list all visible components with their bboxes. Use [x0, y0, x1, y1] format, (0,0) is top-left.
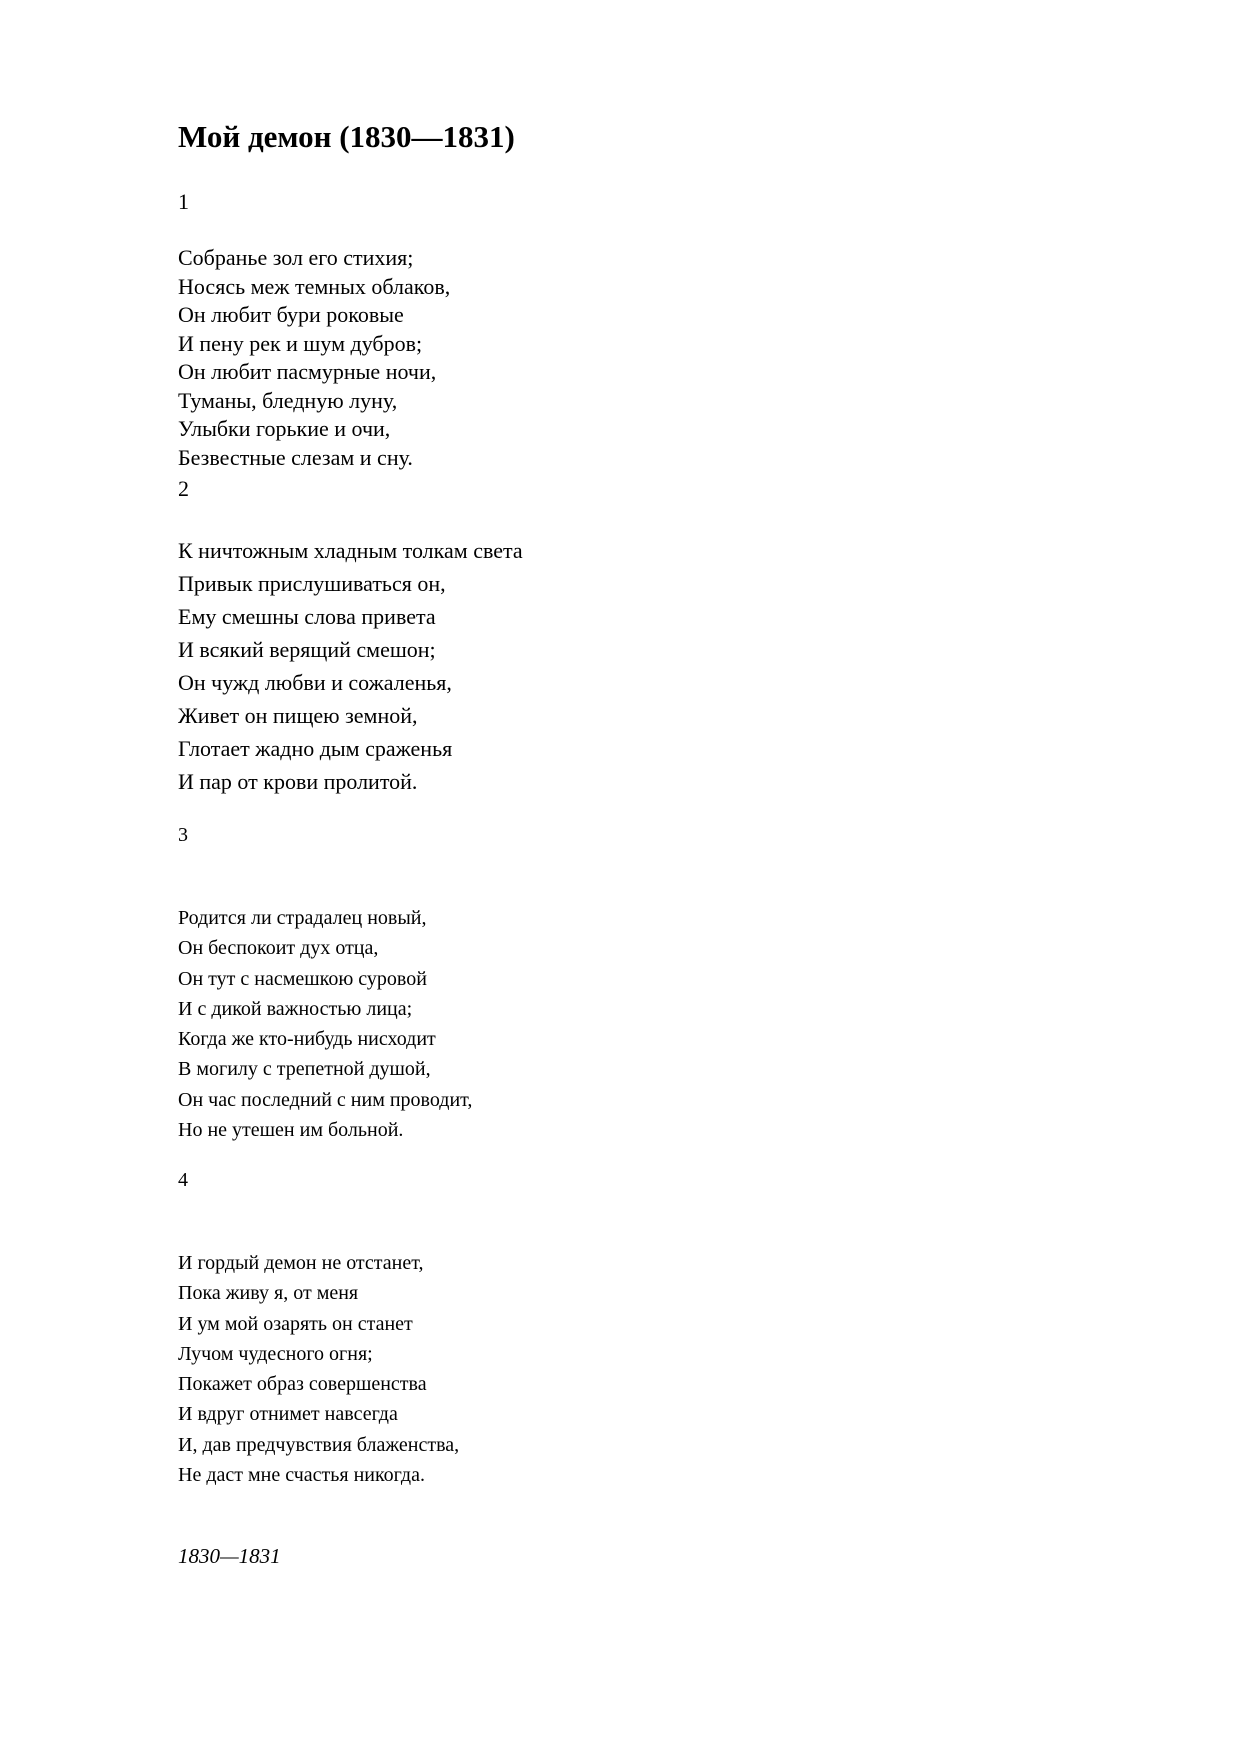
poem-line: Лучом чудесного огня;: [178, 1342, 373, 1365]
poem-line: И ум мой озарять он станет: [178, 1312, 413, 1335]
stanza-number: 3: [178, 824, 188, 846]
poem-line: Безвестные слезам и сну.: [178, 444, 413, 470]
poem-line: Глотает жадно дым сраженья: [178, 736, 453, 761]
poem-line: И, дав предчувствия блаженства,: [178, 1433, 460, 1456]
poem-line: Не даст мне счастья никогда.: [178, 1464, 425, 1487]
poem-line: Когда же кто-нибудь нисходит: [178, 1028, 436, 1051]
poem-line: Он тут с насмешкою суровой: [178, 967, 427, 990]
stanza: [178, 534, 523, 798]
poem-line: И пар от крови пролитой.: [178, 769, 418, 794]
poem-line: Покажет образ совершенства: [178, 1373, 427, 1396]
poem-line: Собранье зол его стихия;: [178, 245, 414, 270]
poem-line: Ему смешны слова привета: [178, 604, 436, 629]
poem-line: Он чужд любви и сожаленья,: [178, 670, 452, 695]
poem-line: Он любит пасмурные ночи,: [178, 359, 437, 384]
stanza-number: 1: [178, 189, 189, 214]
poem-line: И гордый демон не отстанет,: [178, 1252, 424, 1274]
poem-title: Мой демон (1830—1831): [178, 119, 515, 154]
poem-line: Родится ли страдалец новый,: [178, 907, 427, 929]
poem-line: Привык прислушиваться он,: [178, 571, 446, 596]
poem-line: Но не утешен им больной.: [178, 1119, 404, 1142]
stanza: [178, 1248, 459, 1490]
poem-line: И вдруг отнимет навсегда: [178, 1403, 398, 1426]
poem-date: 1830—1831: [178, 1544, 281, 1568]
poem-line: И всякий верящий смешон;: [178, 637, 436, 662]
stanza: [178, 244, 450, 472]
poem-line: Носясь меж темных облаков,: [178, 273, 451, 299]
poem-line: Пока живу я, от меня: [178, 1282, 359, 1305]
stanza-number: 2: [178, 476, 189, 501]
poem-line: В могилу с трепетной душой,: [178, 1058, 431, 1081]
stanza: [178, 903, 472, 1145]
poem-line: Живет он пищею земной,: [178, 703, 418, 728]
poem-line: Он любит бури роковые: [178, 302, 404, 327]
poem-line: Улыбки горькие и очи,: [178, 416, 391, 441]
poem-line: Туманы, бледную луну,: [178, 387, 398, 413]
poem-line: Он беспокоит дух отца,: [178, 937, 379, 960]
poem-line: И пену рек и шум дубров;: [178, 330, 423, 356]
stanza-number: 4: [178, 1169, 188, 1191]
poem-line: И с дикой важностью лица;: [178, 997, 413, 1020]
poem-line: К ничтожным хладным толкам света: [178, 538, 523, 563]
poem-line: Он час последний с ним проводит,: [178, 1088, 473, 1111]
